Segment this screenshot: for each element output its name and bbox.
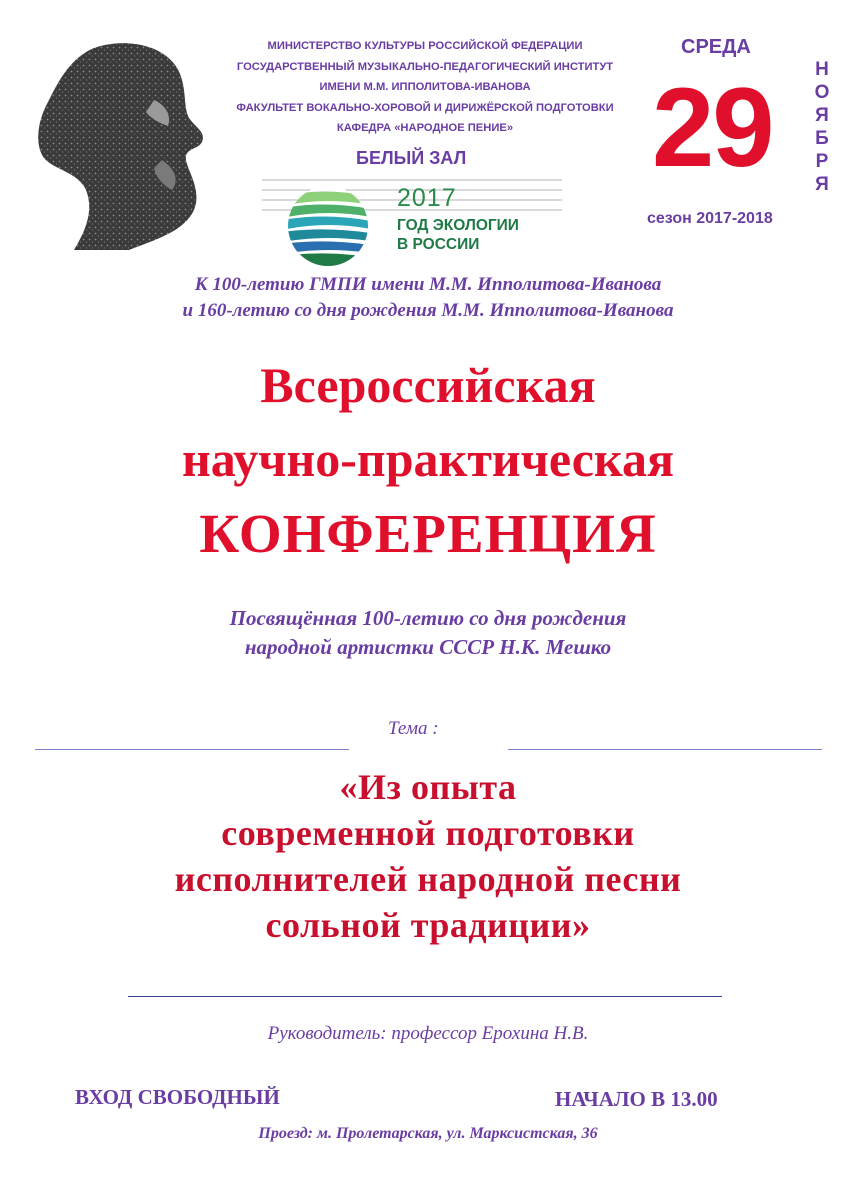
route-directions: Проезд: м. Пролетарская, ул. Марксистская, 36 — [258, 1125, 598, 1142]
start-time: НАЧАЛО В 13.00 — [555, 1087, 718, 1111]
institution-block — [205, 36, 645, 139]
hall-name: БЕЛЫЙ ЗАЛ — [356, 148, 467, 168]
title-line1: Всероссийская — [260, 357, 596, 413]
theme-line: сольной традиции» — [265, 905, 591, 945]
title-line2: научно-практическая — [181, 431, 675, 487]
anniversary-note — [0, 272, 856, 324]
divider — [128, 996, 722, 997]
month-letter: Я — [815, 105, 829, 126]
faculty-name: ФАКУЛЬТЕТ ВОКАЛЬНО-ХОРОВОЙ И ДИРИЖЁРСКОЙ ПОДГОТОВКИ — [236, 101, 614, 114]
theme-line: исполнителей народной песни — [174, 859, 682, 899]
dedication — [0, 604, 856, 662]
institution-name-suffix: ИМЕНИ М.М. ИППОЛИТОВА-ИВАНОВА — [319, 81, 531, 93]
event-day-number: 29 — [652, 65, 773, 190]
theme-title — [0, 764, 856, 948]
department-name: КАФЕДРА «НАРОДНОЕ ПЕНИЕ» — [336, 122, 514, 134]
divider — [508, 749, 822, 750]
month-letter: О — [814, 82, 830, 103]
eco-logo-text — [397, 216, 519, 254]
theme-label: Тема : — [388, 718, 439, 739]
dedication-line2: народной артистки СССР Н.К. Мешко — [244, 635, 612, 659]
theme-line: современной подготовки — [221, 813, 635, 853]
season-label: сезон 2017-2018 — [647, 210, 773, 227]
month-letter: Я — [815, 174, 829, 195]
institution-name: ГОСУДАРСТВЕННЫЙ МУЗЫКАЛЬНО-ПЕДАГОГИЧЕСКИЙ ИНСТИТУТ — [236, 60, 614, 73]
eco-logo-line2: В РОССИИ — [397, 236, 480, 253]
dedication-line1: Посвящённая 100-летию со дня рождения — [229, 606, 627, 630]
month-letter: Н — [815, 59, 829, 80]
divider — [35, 749, 349, 750]
title-line3: КОНФЕРЕНЦИЯ — [199, 503, 657, 564]
event-weekday: СРЕДА — [681, 36, 751, 58]
theme-line: «Из опыта — [339, 767, 517, 807]
composer-portrait-image — [34, 40, 224, 252]
event-month-vertical — [810, 58, 834, 196]
month-letter: Б — [815, 128, 829, 149]
entry-notice: ВХОД СВОБОДНЫЙ — [75, 1085, 280, 1109]
anniversary-line1: К 100-летию ГМПИ имени М.М. Ипполитова-Иванова — [194, 274, 662, 295]
institution-ministry: МИНИСТЕРСТВО КУЛЬТУРЫ РОССИЙСКОЙ ФЕДЕРАЦИИ — [267, 40, 583, 52]
leader-line: Руководитель: профессор Ерохина Н.В. — [267, 1023, 589, 1044]
eco-logo-year: 2017 — [397, 184, 457, 212]
month-letter: Р — [815, 151, 829, 172]
conference-title — [0, 348, 856, 572]
eco-logo-line1: ГОД ЭКОЛОГИИ — [397, 217, 519, 234]
anniversary-line2: и 160-летию со дня рождения М.М. Ипполитова-Иванова — [182, 300, 674, 321]
